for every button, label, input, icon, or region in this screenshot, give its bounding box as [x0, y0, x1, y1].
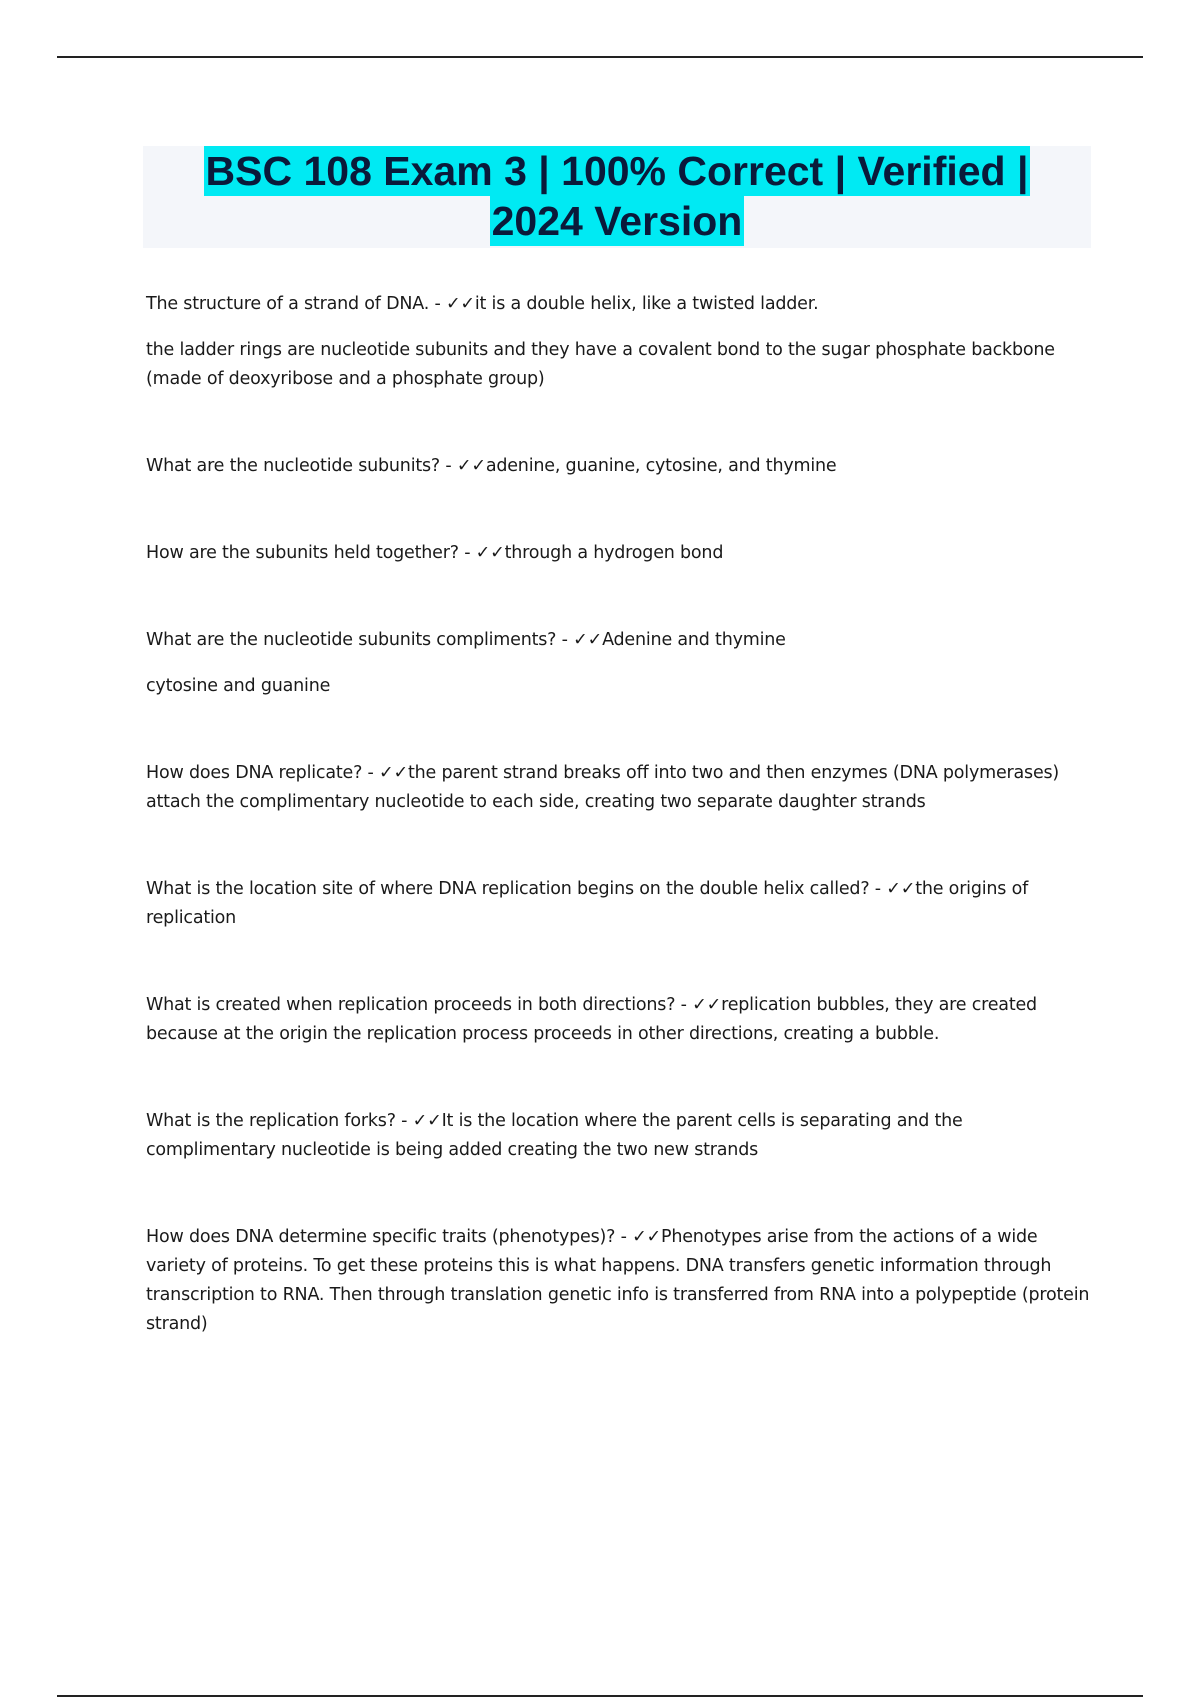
qa-line: [146, 290, 1096, 319]
answer-text: It is the location where the parent cells is separating and the complimentary nucleotide is being added creating the two new strands: [146, 1111, 963, 1160]
qa-entry: [146, 991, 1096, 1049]
check-mark-icon: ✓✓: [456, 456, 486, 476]
separator: -: [362, 763, 380, 783]
separator: -: [556, 630, 574, 650]
qa-entry: [146, 759, 1096, 817]
separator: -: [615, 1227, 633, 1247]
qa-list: [146, 290, 1096, 1356]
qa-entry: [146, 1223, 1096, 1339]
page-title-line-2: 2024 Version: [491, 198, 743, 244]
answer-text: adenine, guanine, cytosine, and thymine: [485, 456, 837, 476]
qa-entry: [146, 626, 1096, 701]
check-mark-icon: ✓✓: [445, 294, 475, 314]
question-text: What is the location site of where DNA replication begins on the double helix called?: [146, 879, 870, 899]
separator: -: [440, 456, 457, 476]
question-text: What are the nucleotide subunits compliments?: [146, 630, 557, 650]
check-mark-icon: ✓✓: [412, 1111, 442, 1131]
qa-line: [146, 626, 1096, 655]
qa-line: [146, 875, 1096, 933]
qa-line: [146, 1223, 1096, 1339]
question-text: The structure of a strand of DNA.: [146, 294, 430, 314]
answer-text: the origins of replication: [146, 879, 1029, 928]
top-rule: [57, 56, 1143, 58]
check-mark-icon: ✓✓: [379, 763, 408, 783]
check-mark-icon: ✓✓: [886, 879, 916, 899]
answer-continuation: cytosine and guanine: [146, 676, 331, 696]
qa-line: [146, 991, 1096, 1049]
separator: -: [458, 543, 476, 563]
separator: -: [675, 995, 693, 1015]
qa-entry: [146, 539, 1096, 568]
answer-text: replication bubbles, they are created because at the origin the replication process proceeds in other directions, creating a bubble.: [146, 995, 1037, 1044]
qa-entry: [146, 452, 1096, 481]
answer-text: Phenotypes arise from the actions of a wide variety of proteins. To get these proteins this is what happens. DNA transfers genetic information through transcription to RNA. Then through translation genetic info is transferred from RNA into a polypeptide (protein strand): [146, 1227, 1090, 1334]
separator: -: [429, 294, 446, 314]
qa-line: [146, 539, 1096, 568]
qa-entry: [146, 1107, 1096, 1165]
question-text: What is created when replication proceeds in both directions?: [146, 995, 676, 1015]
qa-line: [146, 452, 1096, 481]
qa-line: [146, 1107, 1096, 1165]
question-text: How does DNA determine specific traits (phenotypes)?: [146, 1227, 616, 1247]
check-mark-icon: ✓✓: [573, 630, 603, 650]
separator: -: [869, 879, 887, 899]
separator: -: [395, 1111, 413, 1131]
answer-text: Adenine and thymine: [602, 630, 786, 650]
page-title-line-1: BSC 108 Exam 3 | 100% Correct | Verified |: [205, 148, 1029, 194]
check-mark-icon: ✓✓: [475, 543, 505, 563]
qa-entry: [146, 875, 1096, 933]
answer-text: it is a double helix, like a twisted ladder.: [474, 294, 819, 314]
answer-continuation: the ladder rings are nucleotide subunits and they have a covalent bond to the sugar phosphate backbone (made of deoxyribose and a phosphate group): [146, 340, 1055, 389]
title-block: [143, 146, 1091, 248]
question-text: What is the replication forks?: [146, 1111, 396, 1131]
question-text: What are the nucleotide subunits?: [146, 456, 441, 476]
answer-text: through a hydrogen bond: [504, 543, 724, 563]
check-mark-icon: ✓✓: [692, 995, 722, 1015]
qa-entry: [146, 290, 1096, 394]
check-mark-icon: ✓✓: [632, 1227, 661, 1247]
question-text: How does DNA replicate?: [146, 763, 363, 783]
question-text: How are the subunits held together?: [146, 543, 459, 563]
answer-text: the parent strand breaks off into two and then enzymes (DNA polymerases) attach the complimentary nucleotide to each side, creating two separate daughter strands: [146, 763, 1060, 812]
qa-line: [146, 759, 1096, 817]
bottom-rule: [57, 1695, 1143, 1697]
